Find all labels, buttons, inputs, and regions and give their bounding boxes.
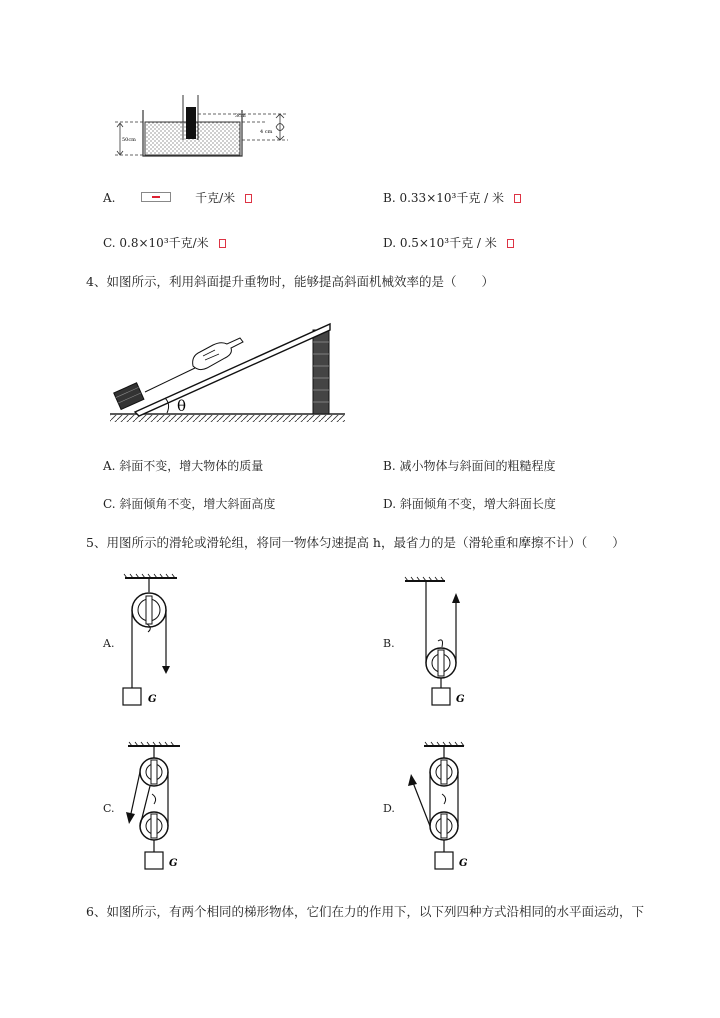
q5-weight-label: G	[456, 694, 465, 705]
q5-figure-a	[115, 572, 190, 712]
broken-image-icon	[219, 239, 226, 248]
q3-option-b	[383, 189, 521, 206]
q3-option-c-text: 0.8×10³千克/米	[119, 236, 209, 250]
q4-option-d: D. 斜面倾角不变，增大斜面长度	[383, 497, 556, 511]
q5-stem: 5、用图所示的滑轮或滑轮组，将同一物体匀速提高 h，最省力的是（滑轮重和摩擦不计）（ ）	[86, 535, 625, 550]
q4-option-b: B. 减小物体与斜面间的粗糙程度	[383, 459, 556, 473]
q4-stem: 4、如图所示，利用斜面提升重物时，能够提高斜面机械效率的是（ ）	[86, 274, 494, 289]
q5-figure-b	[400, 575, 475, 715]
q3-dim-right: 4 cm	[260, 129, 273, 135]
q3-option-b-text: 0.33×10³千克 / 米	[399, 191, 504, 205]
q5-weight-label: G	[459, 858, 468, 869]
q5-figure-b-label: B.	[383, 637, 395, 650]
q3-option-d-letter: D.	[383, 236, 397, 250]
q3-option-b-letter: B.	[383, 191, 396, 205]
q3-option-a-text: 千克/米	[195, 191, 236, 205]
q5-figure-c-label: C.	[103, 802, 115, 815]
q3-figure	[100, 90, 300, 165]
q5-figure-d	[402, 740, 477, 880]
q3-option-a-letter: A.	[103, 191, 116, 205]
broken-image-icon	[514, 194, 521, 203]
q3-dim-top: 3cm	[235, 113, 246, 119]
q5-weight-label: G	[169, 858, 178, 869]
q5-figure-c	[118, 740, 193, 880]
q5-weight-label: G	[148, 694, 157, 705]
q3-option-a	[103, 189, 252, 206]
broken-image-icon	[507, 239, 514, 248]
q3-formula-image	[141, 192, 171, 202]
q3-left-label: 50cm	[122, 137, 136, 143]
q4-figure	[105, 312, 350, 427]
broken-image-icon	[245, 194, 252, 203]
q6-stem: 6、如图所示，有两个相同的梯形物体，它们在力的作用下，以下列四种方式沿相同的水平面运动，下	[86, 904, 644, 919]
q5-figure-a-label: A.	[103, 637, 115, 650]
q3-option-c-letter: C.	[103, 236, 116, 250]
q4-option-a: A. 斜面不变，增大物体的质量	[103, 459, 264, 473]
q5-figure-d-label: D.	[383, 802, 395, 815]
q4-angle-label: θ	[177, 397, 187, 415]
q3-option-d-text: 0.5×10³千克 / 米	[399, 236, 497, 250]
q3-option-d	[383, 234, 514, 251]
q4-option-c: C. 斜面倾角不变，增大斜面高度	[103, 497, 276, 511]
q3-option-c	[103, 234, 226, 251]
